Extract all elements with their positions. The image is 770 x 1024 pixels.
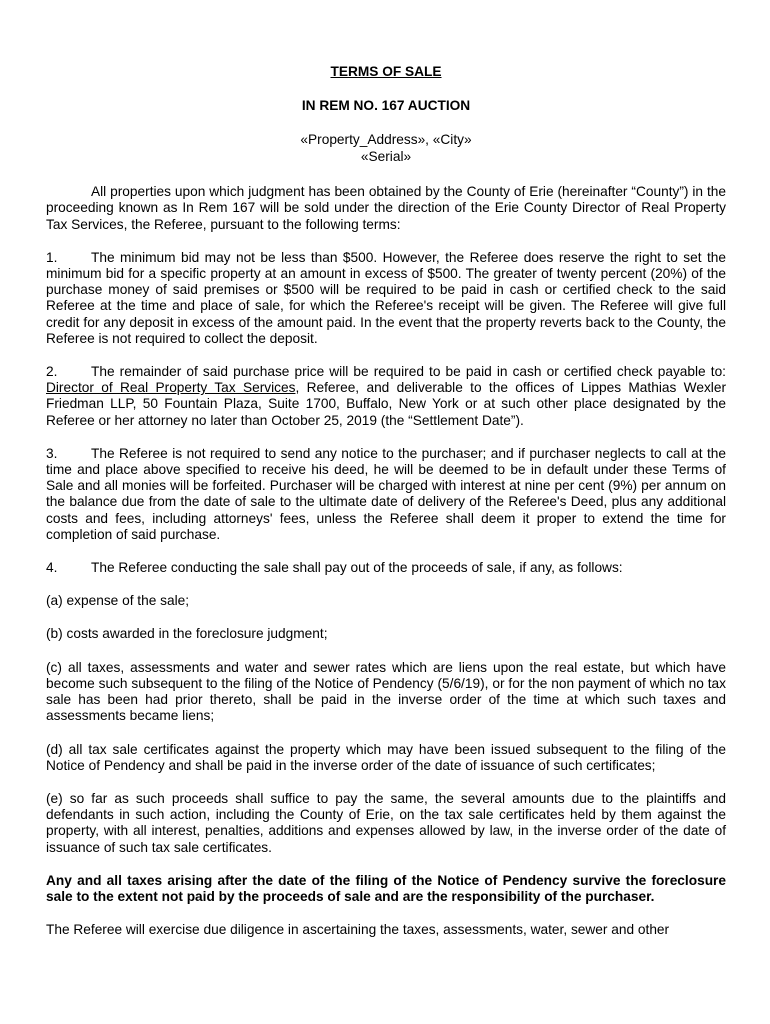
term-2-text-b: , Referee, and deliverable to the offices of Lippes Mathias Wexler Friedman LLP, 50 Fountain Plaza, Suite 1700, Buffalo, New York or at such other place designated by the Referee or her attorney no later than October 25, 2019 (the “Settlement Date”).	[46, 380, 726, 428]
term-3-number: 3.	[46, 445, 58, 461]
merge-field-serial: «Serial»	[360, 148, 412, 164]
term-1-text: The minimum bid may not be less than $500. However, the Referee does reserve the right to set the minimum bid for a specific property at an amount in excess of $500. The greater of twenty percent (20%) of the purchase money of said premises or $500 will be required to be paid in cash or certified check to the said Referee at the time and place of sale, for which the Referee's receipt will be given. The Referee will give full credit for any deposit in excess of the amount paid. In the event that the property reverts back to the County, the Referee is not required to collect the deposit.	[46, 249, 726, 346]
bold-notice-paragraph: Any and all taxes arising after the date of the filing of the Notice of Pendency survive the foreclosure sale to the extent not paid by the proceeds of sale and are the responsibility of the purchaser.	[46, 872, 726, 904]
term-4-text: The Referee conducting the sale shall pay out of the proceeds of sale, if any, as follows:	[91, 560, 623, 576]
term-4-number: 4.	[46, 560, 58, 576]
document-title: TERMS OF SALE	[330, 64, 442, 79]
item-b-paragraph: (b) costs awarded in the foreclosure judgment;	[46, 626, 328, 642]
term-4-paragraph	[46, 560, 726, 576]
item-d-paragraph: (d) all tax sale certificates against the property which may have been issued subsequent to the filing of the Notice of Pendency and shall be paid in the inverse order of the date of issuance of such certificates;	[46, 741, 726, 773]
term-1-paragraph	[46, 250, 726, 347]
document-body	[46, 64, 726, 938]
intro-paragraph: All properties upon which judgment has been obtained by the County of Erie (hereinafter “County”) in the proceeding known as In Rem 167 will be sold under the direction of the Erie County Director of Real Property Tax Services, the Referee, pursuant to the following terms:	[46, 184, 726, 232]
term-2-text-a: The remainder of said purchase price will be required to be paid in cash or certified check payable to:	[91, 364, 726, 380]
term-2-payee: Director of Real Property Tax Services	[46, 380, 296, 396]
merge-fields	[46, 132, 726, 165]
term-1-number: 1.	[46, 249, 58, 265]
merge-field-address-city: «Property_Address», «City»	[300, 132, 472, 148]
term-3-text: The Referee is not required to send any notice to the purchaser; and if purchaser neglects to call at the time and place above specified to receive his deed, he will be deemed to be in default under these Terms of Sale and all monies will be forfeited. Purchaser will be charged with interest at nine per cent (9%) per annum on the balance due from the date of sale to the ultimate date of delivery of the Referee's Deed, plus any additional costs and fees, including attorneys' fees, unless the Referee shall deem it proper to extend the time for completion of said purchase.	[46, 445, 726, 542]
item-e-paragraph: (e) so far as such proceeds shall suffice to pay the same, the several amounts due to the plaintiffs and defendants in such action, including the County of Erie, on the tax sale certificates held by them against the property, with all interest, penalties, additions and expenses allowed by law, in the inverse order of the date of issuance of such tax sale certificates.	[46, 790, 726, 855]
term-2-paragraph	[46, 364, 726, 429]
auction-heading: IN REM NO. 167 AUCTION	[301, 98, 471, 114]
item-c-paragraph: (c) all taxes, assessments and water and sewer rates which are liens upon the real estate, but which have become such subsequent to the filing of the Notice of Pendency (5/6/19), or for the non payment of which no tax sale has been had prior thereto, shall be paid in the inverse order of the time at which such taxes and assessments became liens;	[46, 659, 726, 724]
term-2-number: 2.	[46, 364, 58, 380]
term-3-paragraph	[46, 446, 726, 543]
closing-paragraph: The Referee will exercise due diligence in ascertaining the taxes, assessments, water, sewer and other	[46, 922, 670, 938]
item-a-paragraph: (a) expense of the sale;	[46, 593, 190, 609]
